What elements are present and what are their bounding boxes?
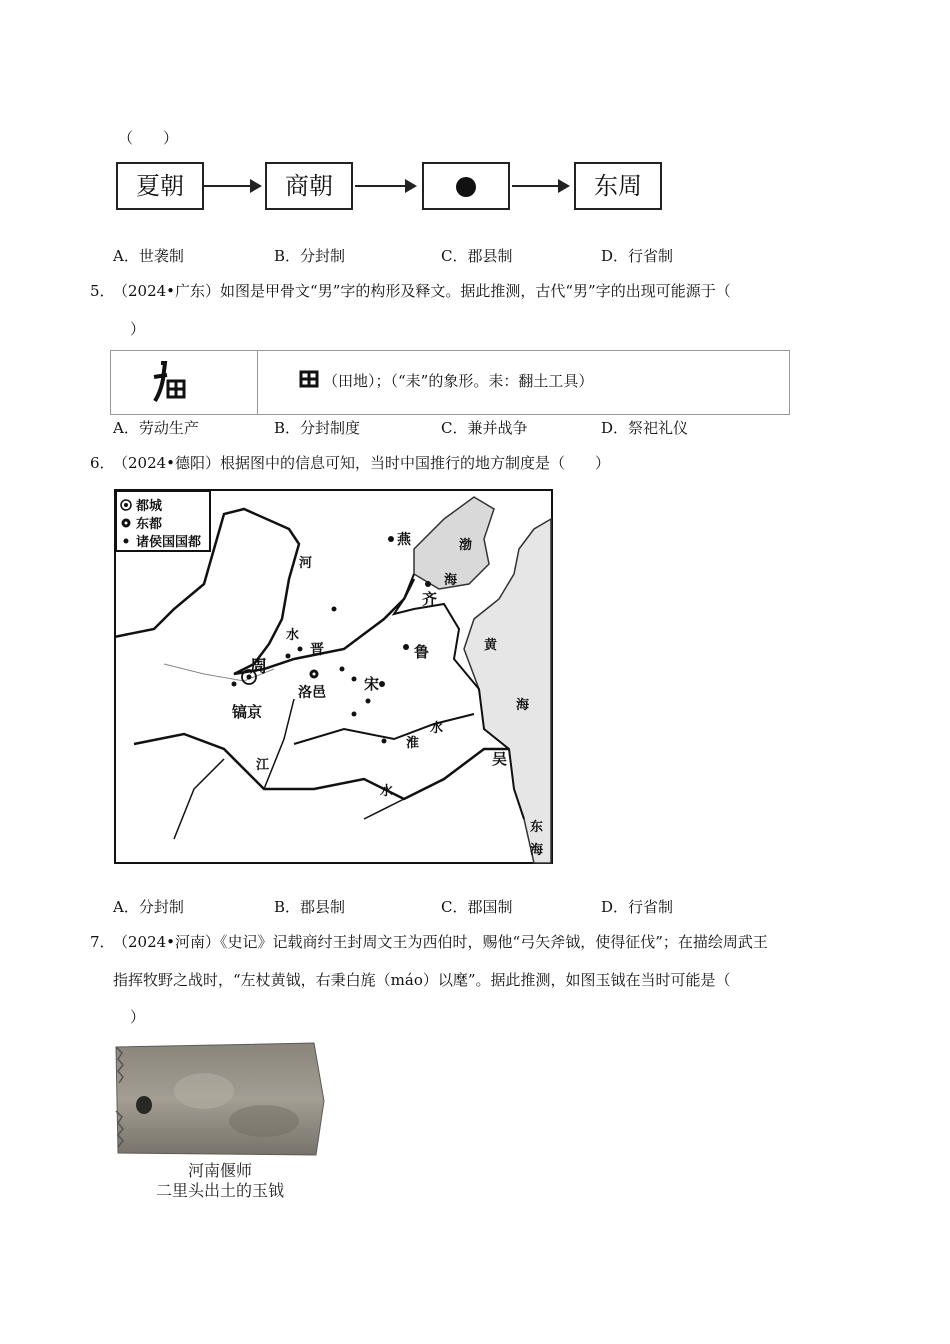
label-qi: 齐 [422, 590, 438, 608]
label-lu: 鲁 [414, 643, 430, 661]
caption-line2: 二里头出土的玉钺 [155, 1181, 284, 1200]
label-haojing: 镐京 [232, 703, 263, 721]
q7-stem-line2: 指挥牧野之战时，“左杖黄钺，右秉白旄（máo）以麾”。据此推测，如图玉钺在当时可能是（ [113, 971, 731, 989]
city-dot [352, 677, 357, 682]
table-divider [257, 351, 258, 414]
q5-number: 5． [90, 282, 115, 300]
city-dot [286, 654, 291, 659]
flow-arrow [355, 185, 415, 187]
oracle-explanation: （田地）；（“耒”的象形。耒：翻土工具） [323, 372, 594, 390]
western-zhou-map [114, 489, 554, 865]
legend-capital: 都城 [136, 499, 163, 514]
city-dot [232, 682, 237, 687]
jade-yue-photo [114, 1041, 326, 1201]
q6-option-d[interactable]: D．行省制 [601, 898, 674, 916]
q4-paren: （ ） [118, 129, 179, 147]
oracle-tian-glyph-icon [299, 370, 319, 388]
q7-number: 7． [90, 933, 115, 951]
flow-box-xia: 夏朝 [116, 162, 204, 210]
label-jin: 晋 [310, 642, 324, 658]
q5-option-a[interactable]: A．劳动生产 [113, 419, 199, 437]
label-luoyi: 洛邑 [298, 685, 326, 701]
city-dot [379, 681, 385, 687]
flow-arrow [512, 185, 568, 187]
q7-stem-line3: ） [130, 1008, 146, 1026]
city-dot [382, 739, 387, 744]
vassal-capital-symbol-icon [124, 539, 129, 544]
label-song: 宋 [364, 675, 380, 693]
city-dot [298, 647, 303, 652]
q5-option-c[interactable]: C．兼并战争 [441, 419, 528, 437]
photo-caption [114, 1161, 326, 1201]
legend-vassal-capital: 诸侯国国都 [136, 535, 202, 550]
label-donghai-hai: 海 [530, 843, 544, 858]
city-dot [332, 607, 337, 612]
q6-option-c[interactable]: C．郡国制 [441, 898, 513, 916]
city-dot [340, 667, 345, 672]
label-huanghai-hai: 海 [516, 698, 530, 713]
q4-option-b[interactable]: B．分封制 [274, 247, 346, 265]
label-huang: 黄 [484, 638, 498, 653]
q7-stem-line1: （2024•河南）《史记》记载商纣王封周文王为西伯时，赐他“弓矢斧钺，使得征伐”；在描绘周武王 [113, 933, 768, 951]
city-dot [366, 699, 371, 704]
label-dong: 东 [530, 820, 544, 835]
flow-box-blank [422, 162, 510, 210]
flow-box-dongzhou: 东周 [574, 162, 662, 210]
label-bo: 渤 [459, 538, 473, 553]
q6-option-b[interactable]: B．郡县制 [274, 898, 346, 916]
city-dot [352, 712, 357, 717]
q4-option-a[interactable]: A．世袭制 [113, 247, 184, 265]
caption-line1: 河南偃师 [187, 1161, 252, 1180]
q5-stem-line2: ） [130, 320, 146, 338]
q5-option-b[interactable]: B．分封制度 [274, 419, 361, 437]
label-zhou: 周 [250, 657, 267, 677]
flow-box-shang: 商朝 [265, 162, 353, 210]
q4-option-c[interactable]: C．郡县制 [441, 247, 513, 265]
city-dot [425, 581, 431, 587]
label-jiang: 江 [256, 758, 270, 773]
label-huai-shui: 水 [430, 721, 444, 736]
label-yan: 燕 [397, 532, 411, 548]
legend-east-capital: 东都 [136, 517, 163, 532]
q4-option-d[interactable]: D．行省制 [601, 247, 674, 265]
q6-option-a[interactable]: A．分封制 [113, 898, 184, 916]
q5-stem-line1: （2024•广东）如图是甲骨文“男”字的构形及释文。据此推测，古代“男”字的出现可能源于（ [113, 282, 731, 300]
q5-oracle-table [110, 350, 790, 415]
jade-axe-image [114, 1041, 326, 1159]
label-jiang-shui: 水 [380, 784, 394, 799]
oracle-nan-glyph-icon [151, 357, 191, 407]
drill-hole [136, 1096, 152, 1114]
q6-stem: （2024•德阳）根据图中的信息可知，当时中国推行的地方制度是（ ） [113, 454, 611, 472]
flow-arrow [204, 185, 260, 187]
black-dot-icon [456, 177, 476, 197]
city-dot [403, 644, 409, 650]
label-he: 河 [299, 556, 313, 571]
label-he-shui: 水 [286, 628, 300, 643]
q5-option-d[interactable]: D．祭祀礼仪 [601, 419, 689, 437]
label-huai: 淮 [406, 736, 420, 751]
q6-number: 6． [90, 454, 115, 472]
label-wu: 吴 [492, 750, 508, 768]
city-dot [388, 536, 394, 542]
label-bohai-hai: 海 [444, 573, 458, 588]
